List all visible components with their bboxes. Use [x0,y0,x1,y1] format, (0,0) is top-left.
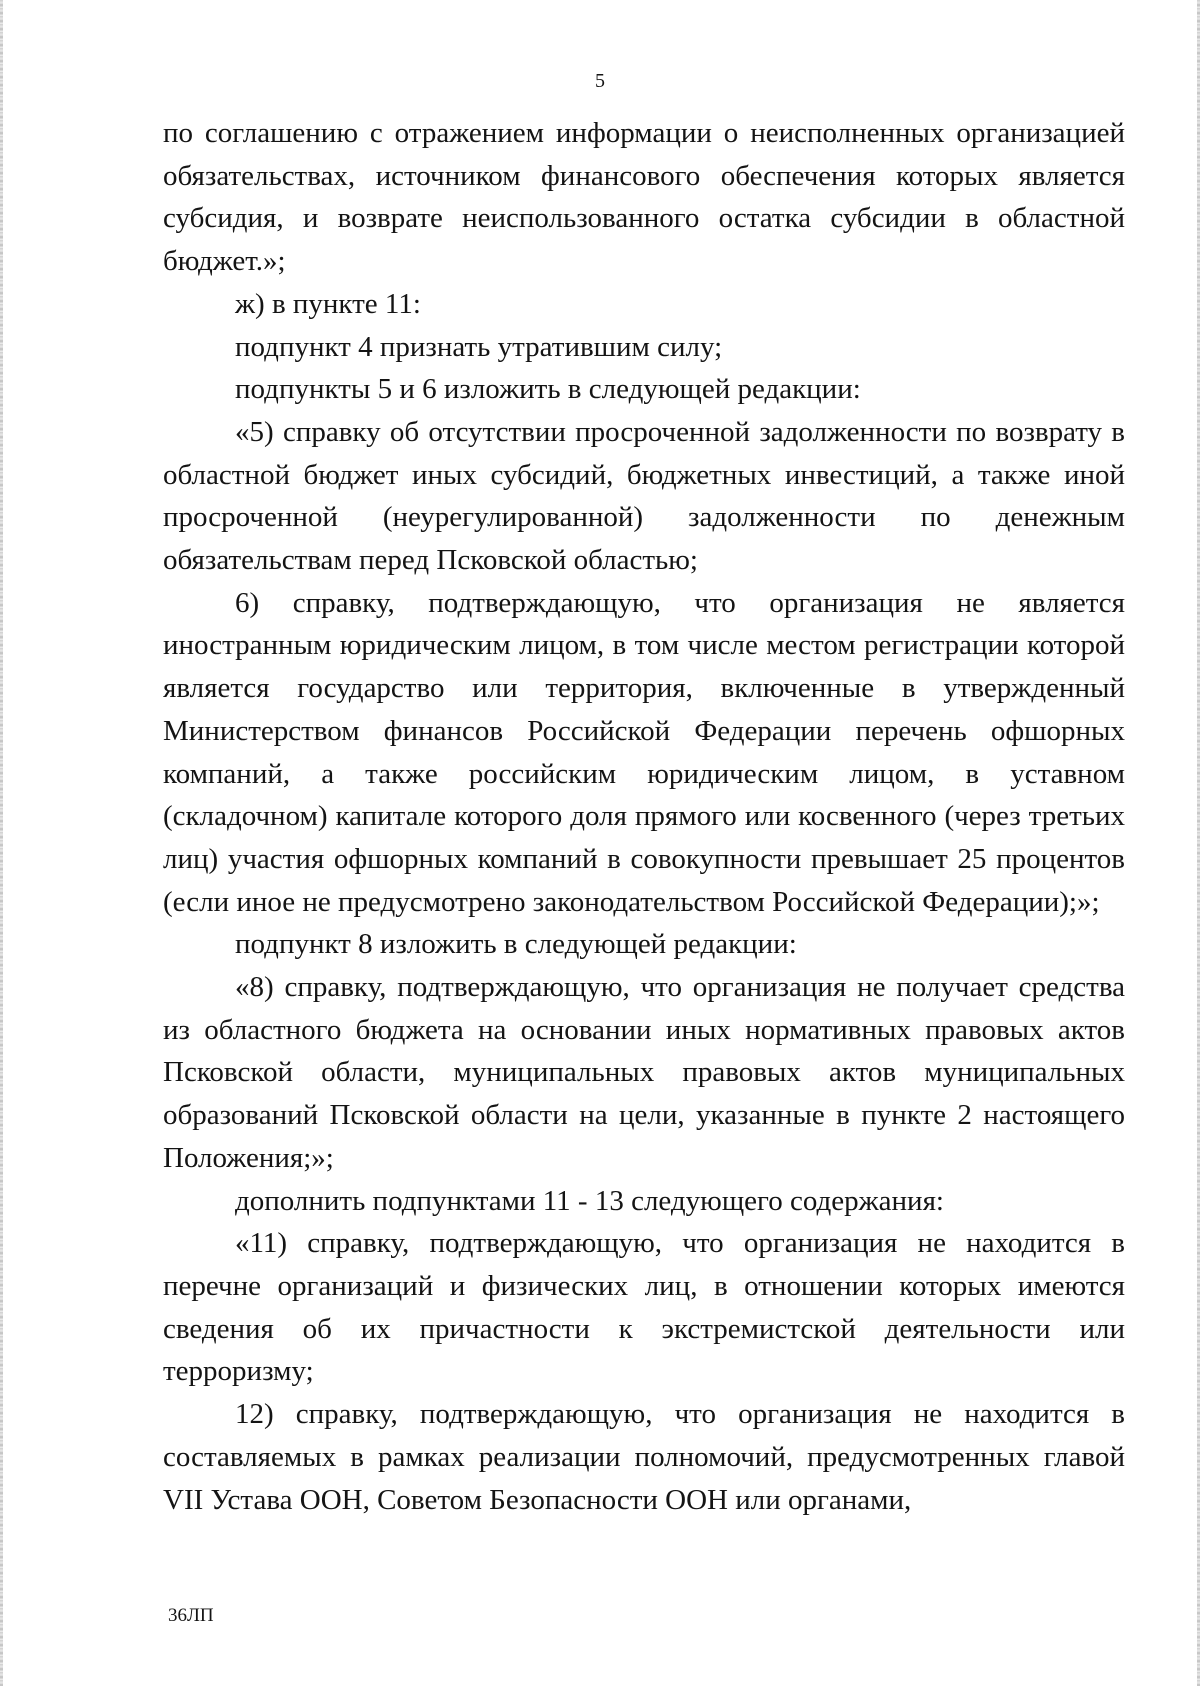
page-number: 5 [595,70,605,92]
paragraph-continuation: по соглашению с отражением информации о неисполненных организацией обязательствах, источником финансового обеспечения которых является субсидия, и возврате неиспользованного остатка субсидии в областной бюджет.»; [163,117,1125,278]
paragraph-subitem-8-text: «8) справку, подтверждающую, что организация не получает средства из областного бюджета на основании иных нормативных правовых актов Псковской области, муниципальных правовых актов муниципальных образований Псковской области на цели, указанные в пункте 2 настоящего Положения;»; [163,971,1125,1174]
paragraph-subitem-5-text: «5) справку об отсутствии просроченной задолженности по возврату в областной бюджет иных субсидий, бюджетных инвестиций, а также иной просроченной (неурегулированной) задолженности по денежным обязательствам перед Псковской областью; [163,415,1125,577]
paragraph-subitem-6-text: 6) справку, подтверждающую, что организация не является иностранным юридическим лицом, в том числе местом регистрации которой является государство или территория, включенные в утвержденный Министерством финансов Российской Федерации перечень офшорных компаний, а также российским юридическим лицом, в уставном (складочном) капитале которого доля прямого или косвенного (через третьих лиц) участия офшорных компаний в совокупности превышает 25 процентов (если иное не предусмотрено законодательством Российской Федерации);»; [163,586,1125,918]
scan-edge-left [0,0,3,1686]
paragraph-item-zh: ж) в пункте 11: [235,287,421,320]
paragraph-subitem-11-text: «11) справку, подтверждающую, что организация не находится в перечне организаций и физических лиц, в отношении которых имеются сведения об их причастности к экстремистской деятельности или терроризму; [163,1227,1125,1388]
document-body [163,112,1125,1521]
paragraph-subitem-8: подпункт 8 изложить в следующей редакции: [235,928,797,961]
paragraph-subitem-12-text: 12) справку, подтверждающую, что организация не находится в составляемых в рамках реализации полномочий, предусмотренных главой VII Устава ООН, Советом Безопасности ООН или органами, [163,1398,1125,1516]
paragraph-subitem-4: подпункт 4 признать утратившим силу; [235,330,723,363]
paragraph-subitems-11-13: дополнить подпунктами 11 - 13 следующего содержания: [235,1184,944,1217]
paragraph-subitems-5-6: подпункты 5 и 6 изложить в следующей редакции: [235,373,861,406]
footer-document-code: 36ЛП [168,1605,214,1626]
